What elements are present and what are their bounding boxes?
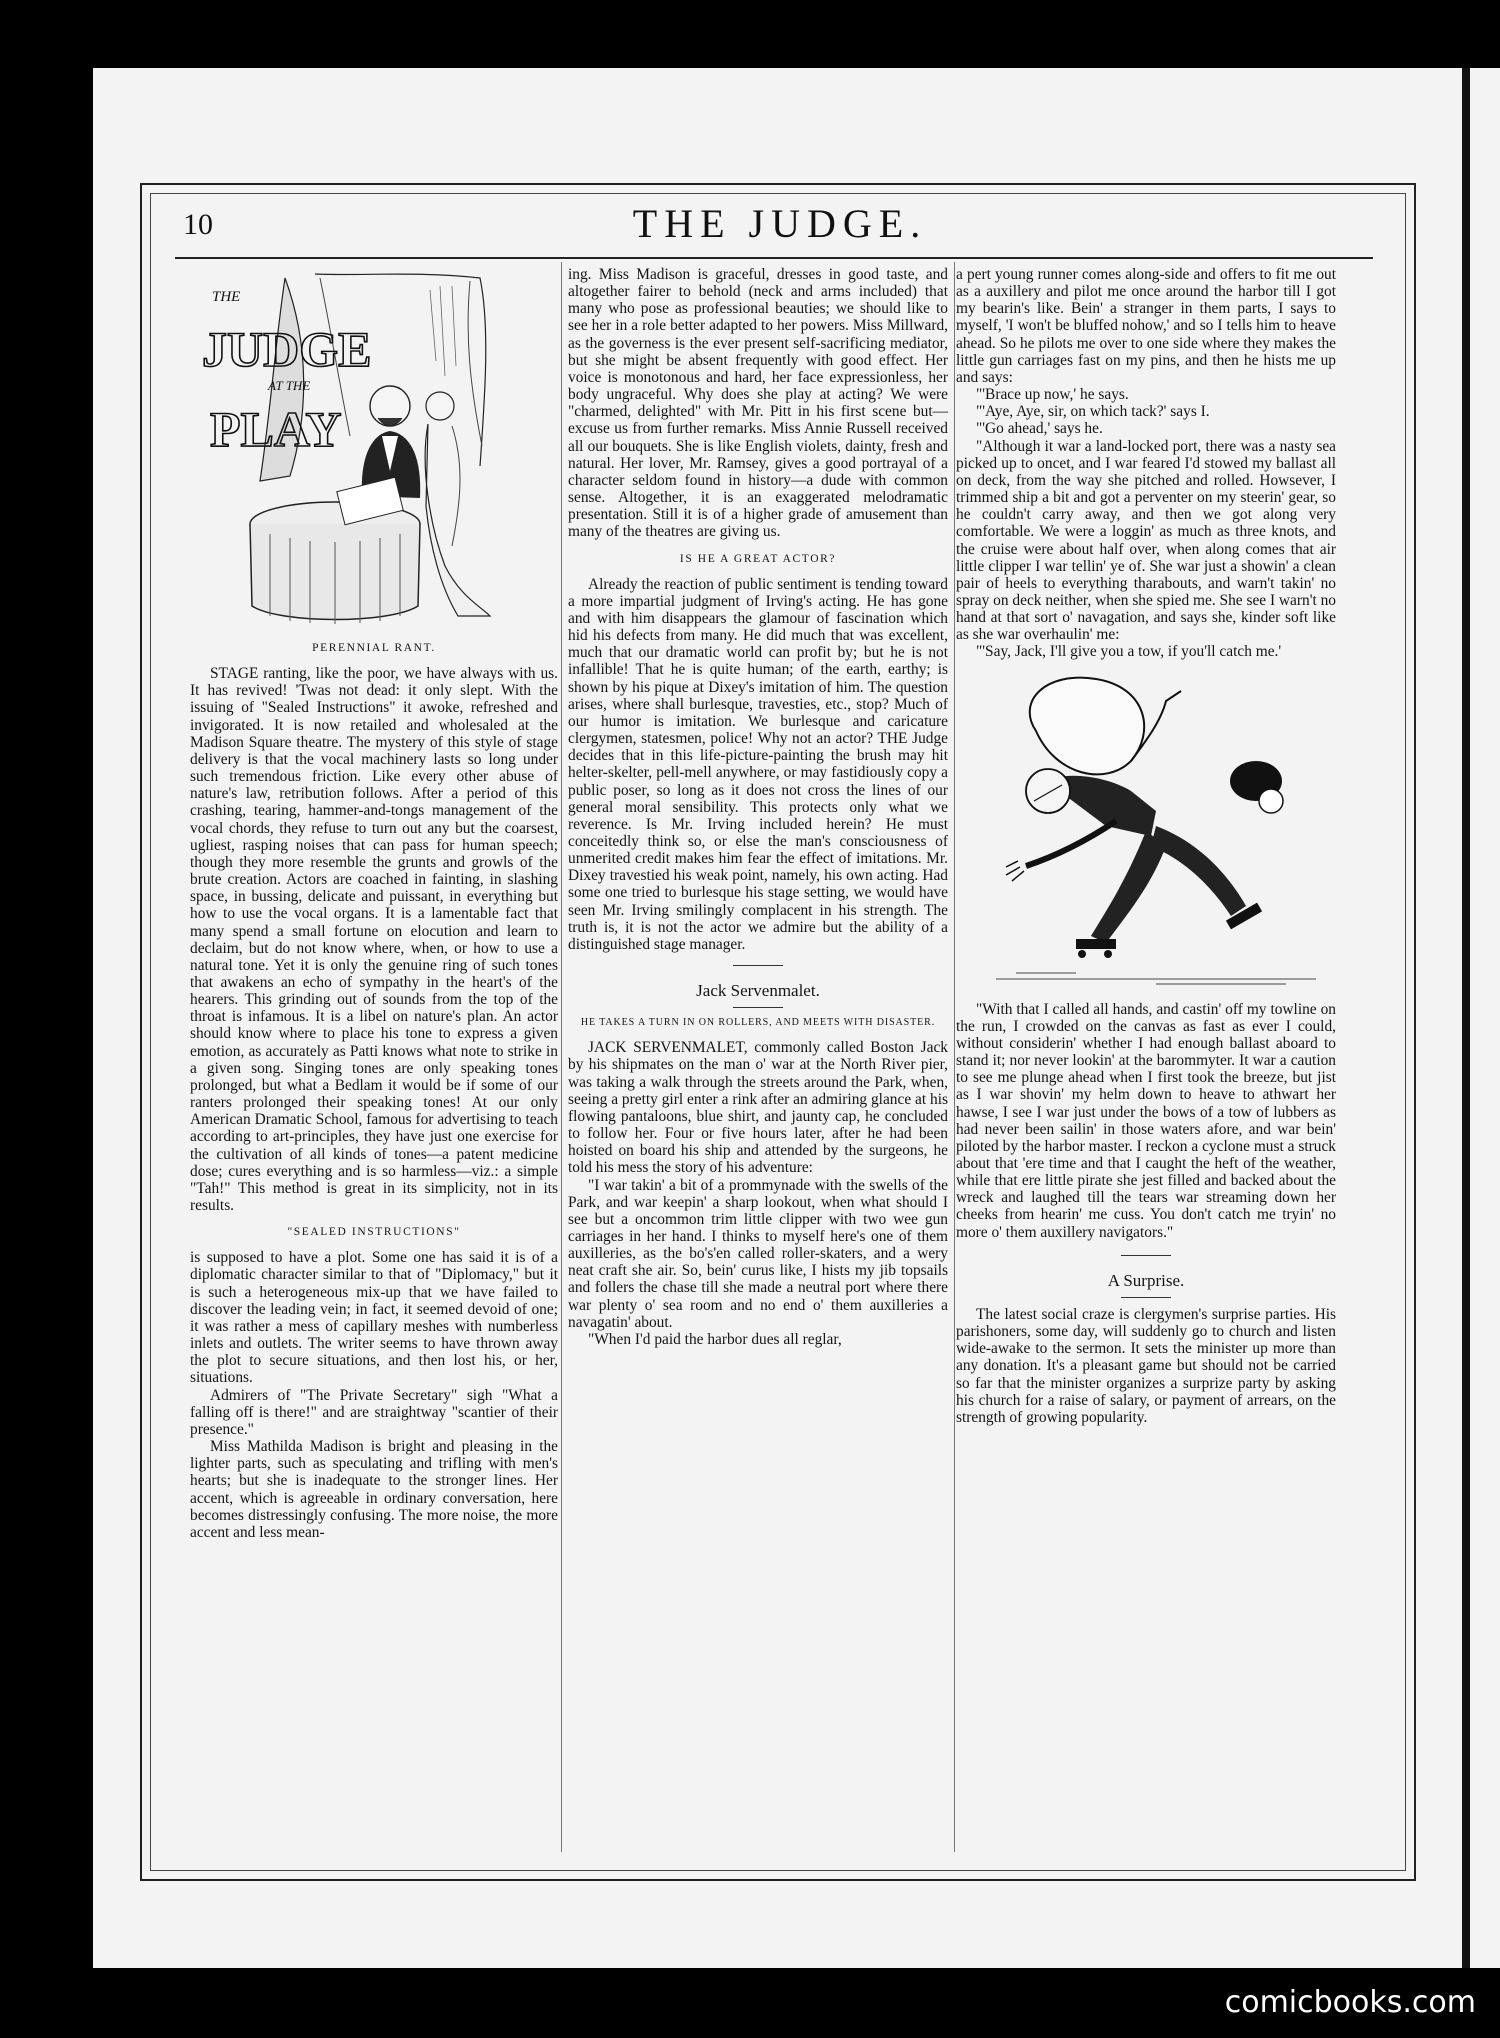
separator-rule [1121, 1297, 1171, 1298]
article-title-a-surprise: A Surprise. [1107, 1270, 1185, 1290]
column-rule [954, 262, 955, 1852]
article-paragraph: "'Brace up now,' he says. [976, 386, 1129, 404]
article-paragraph: "With that I called all hands, and castin' off my towline on the run, I crowded on the canvas as fast as ever I could, without considerin' whether I had enough ballast aboard to stand it; nor never lookin' at the barommyter. It war a caution to see me plunge ahead when I first took the breeze, but jist as I war shovin' my helm down to heave to athwart her hawse, I see I war just under the bows of a tow of lubbers as had never been sailin' in those waters afore, and war bein' piloted by the harbor master. I reckon a cyclone must a struck about that 'ere time and that I caught the heft of the weather, while that ere little pirate she jest filled and backed about the wreck and laughed till the tears war streaming down her cheeks from hearin' me cuss. You don't catch me tryin' no more o' them auxillery navigators." [956, 1000, 1336, 1241]
article-paragraph: "'Go ahead,' says he. [976, 420, 1103, 438]
header-rule [175, 257, 1373, 259]
article-paragraph: "Although it war a land-locked port, there was a nasty sea picked up to oncet, and I war feared I'd stowed my ballast all on deck, from the way she pitched and rolled. Howsever, I trimmed ship a bit and got a perventer on my steerin' gear, so he couldn't carry away, and then we got along very comfortable. We were a loggin' as much as three knots, and the cruise were about half over, when along comes that air little clipper I war tellin' ye of. She war just a showin' a clean pair of heels to everything tharabouts, and warn't takin' no spray on deck neither, when she spied me. She see I warn't no hand at that sort o' navagation, and says she, kinder soft like as she war overhaulin' me: [956, 437, 1336, 644]
column-1 [190, 266, 558, 1541]
article-paragraph: a pert young runner comes along-side and offers to fit me out as a auxillery and pilot me once around the harbor till I got my bearin's like. Bein' a stranger in them parts, I says to myself, 'I won't be bluffed nohow,' and so I tells him to heave ahead. So he pilots me over to one side where they makes the little gun carriages fast on my pins, and then he hists me up and says: [956, 266, 1336, 386]
separator-rule [733, 965, 783, 966]
article-paragraph: The latest social craze is clergymen's surprise parties. His parishoners, some day, will suddenly go to church and listen wide-awake to the sermon. It sets the minister up more than any donation. It's a pleasant game but should not be carried so far that the minister organizes a surprize party by asking his church for a raise of salary, or payment of arrears, on the strength of growing popularity. [956, 1305, 1336, 1426]
judge-at-the-play-illustration [190, 266, 558, 626]
illustration-title-the: THE [212, 289, 241, 305]
article-paragraph: "'Say, Jack, I'll give you a tow, if you'll catch me.' [976, 643, 1282, 661]
watermark: comicbooks.com [1224, 1985, 1476, 2020]
section-heading-great-actor: IS HE A GREAT ACTOR? [679, 552, 837, 565]
separator-rule [733, 1007, 783, 1008]
roller-skater-illustration [956, 661, 1336, 1001]
page-number: 10 [183, 208, 213, 241]
illustration-title-play: PLAY [210, 401, 342, 457]
column-3 [956, 266, 1336, 1426]
illustration-title-at-the: AT THE [268, 378, 311, 393]
article-paragraph: "I war takin' a bit of a prommynade with the swells of the Park, and war keepin' a sharp lookout, when what should I see but a oncommon trim little clipper with two wee gun carriages in her hand. I thinks to myself here's one of them auxilleries, as the bo's'en called roller-skaters, and a wery neat craft she air. So, bein' curus like, I hists my jib topsails and follers the chase till she made a neutral port where there war plenty o' sea room and no end o' them auxilleries a navagatin' about. [568, 1176, 948, 1331]
article-paragraph: is supposed to have a plot. Some one has said it is of a diplomatic character similar to that of "Diplomacy," but it is such a heterogeneous mix-up that we have failed to discover the leading vein; in fact, it seemed devoid of one; it was rather a mess of capillary meshes with numberless inlets and outlets. The writer seems to have thrown away the plot to secure situations, and then lost his, or her, situations. [190, 1249, 558, 1387]
article-paragraph: ing. Miss Madison is graceful, dresses in good taste, and altogether fairer to behold (neck and arms included) that many who pose as professional beauties; we should like to see her in a role better adapted to her powers. Miss Millward, as the governess is the ever present self-sacrificing mediator, but she might be absent frequently with good effect. Her voice is monotonous and hard, her face expressionless, her body ungraceful. Why does she play at acting? We were "charmed, delighted" with Mr. Pitt in his first scene but—excuse us from further remarks. Miss Annie Russell received all our bouquets. She is like English violets, dainty, fresh and natural. Her lover, Mr. Ramsey, gives a good portrayal of a character seldom found in history—a dude with common sense. Altogether, it is an exaggerated melodramatic presentation. Still it is of a higher grade of amusement than many of the theatres are giving us. [568, 266, 948, 541]
article-paragraph: Miss Mathilda Madison is bright and pleasing in the lighter parts, such as speculating and trifling with men's hearts; but she is inadequate to the stronger lines. Her accent, which is agreeable in ordinary conversation, here becomes distressingly confusing. The more noise, the more accent and less mean- [190, 1438, 558, 1541]
story-title: Jack Servenmalet. [696, 981, 820, 1001]
article-paragraph: "'Aye, Aye, sir, on which tack?' says I. [976, 403, 1210, 421]
column-2 [568, 266, 948, 1348]
article-paragraph: "When I'd paid the harbor dues all reglar, [588, 1330, 842, 1348]
separator-rule [1121, 1255, 1171, 1256]
section-heading-sealed-instructions: "SEALED INSTRUCTIONS" [287, 1226, 461, 1239]
article-paragraph: Already the reaction of public sentiment is tending toward a more impartial judgment of Irving's acting. He has gone and with him disappears the glamour of fascination which hid his defects from many. He did much that was excellent, much that our dramatic world can profit by; but he is not infallible! That he is quite human; of the earth, earthy; is shown by his pique at Dixey's imitation of him. The question arises, where shall burlesque, travesties, etc., stop? Much of our humor is imitation. We burlesque and caricature clergymen, statesmen, police! Why not an actor? THE Judge decides that in this life-picture-painting the brush may hit helter-skelter, pell-mell anywhere, or may fastidiously copy a public poser, so long as it does not cross the lines of our general moral sensibility. This protects only what we reverence. Is Mr. Irving included herein? He must conceitedly think so, or else the man's consciousness of unmerited credit makes him fear the effect of imitations. Mr. Dixey travestied his weak point, namely, his own acting. Had some one tried to burlesque his stage setting, we would have seen Mr. Irving smilingly complacent in his strength. The truth is, it is not the actor we admire but the ability of a distinguished stage manager. [568, 575, 948, 953]
article-paragraph: STAGE ranting, like the poor, we have always with us. It has revived! 'Twas not dead: it only slept. With the issuing of "Sealed Instructions" it awoke, refreshed and invigorated. It is now retailed and wholesaled at the Madison Square theatre. The mystery of this style of stage delivery is that the vocal machinery lasts so long under such tremendous friction. Like every other abuse of nature's law, retribution follows. After a period of this crashing, tearing, hammer-and-tongs management of the vocal chords, they refuse to turn out any but the coarsest, ugliest, rasping noises that can pass for human speech; though they more resemble the grunts and growls of the brute creation. Actors are coached in fainting, in slashing space, in bussing, delicate and puissant, in everything but how to use the vocal organs. It is a lamentable fact that many spend a small fortune on elocution and learn to declaim, but do not know where, when, or how to use a natural tone. Yet it is only the genuine ring of such tones that awakens an echo of sympathy in the heart's of the hearers. This grinding out of sounds from the top of the throat is infamous. It is a libel on nature's plan. An actor should know where to place his tone to express a given emotion, as accurately as Patti knows what note to strike in a given song. Singing tones are only speaking tones prolonged, but what a Bedlam it would be if some of our ranters prolonged their speaking tones! At our only American Dramatic School, famous for advertising to teach according to art-principles, they have just one exercise for the cultivation of all kinds of tones—a patent medicine dose; cures everything and is so harmless—viz.: a simple "Tah!" This method is great in its simplicity, not in its results. [190, 665, 558, 1214]
page-edge [1462, 68, 1470, 1968]
illustration-title-judge: JUDGE [202, 321, 372, 377]
story-subhead: HE TAKES A TURN IN ON ROLLERS, AND MEETS WITH DISASTER. [580, 1017, 936, 1029]
article-paragraph: Admirers of "The Private Secretary" sigh "What a falling off is there!" and are straightway "scantier of their presence." [190, 1386, 558, 1438]
illustration-caption: PERENNIAL RANT. [312, 642, 436, 654]
masthead-title: THE JUDGE. [632, 201, 928, 246]
article-paragraph: JACK SERVENMALET, commonly called Boston Jack by his shipmates on the man o' war at the North River pier, was taking a walk through the streets around the Park, when, seeing a pretty girl enter a rink after an admiring glance at his flowing pantaloons, blue shirt, and jaunty cap, he concluded to follow her. Four or five hours later, after he had been hoisted on board his ship and attended by the surgeons, he told his mess the story of his adventure: [568, 1039, 948, 1177]
column-rule [561, 262, 562, 1852]
